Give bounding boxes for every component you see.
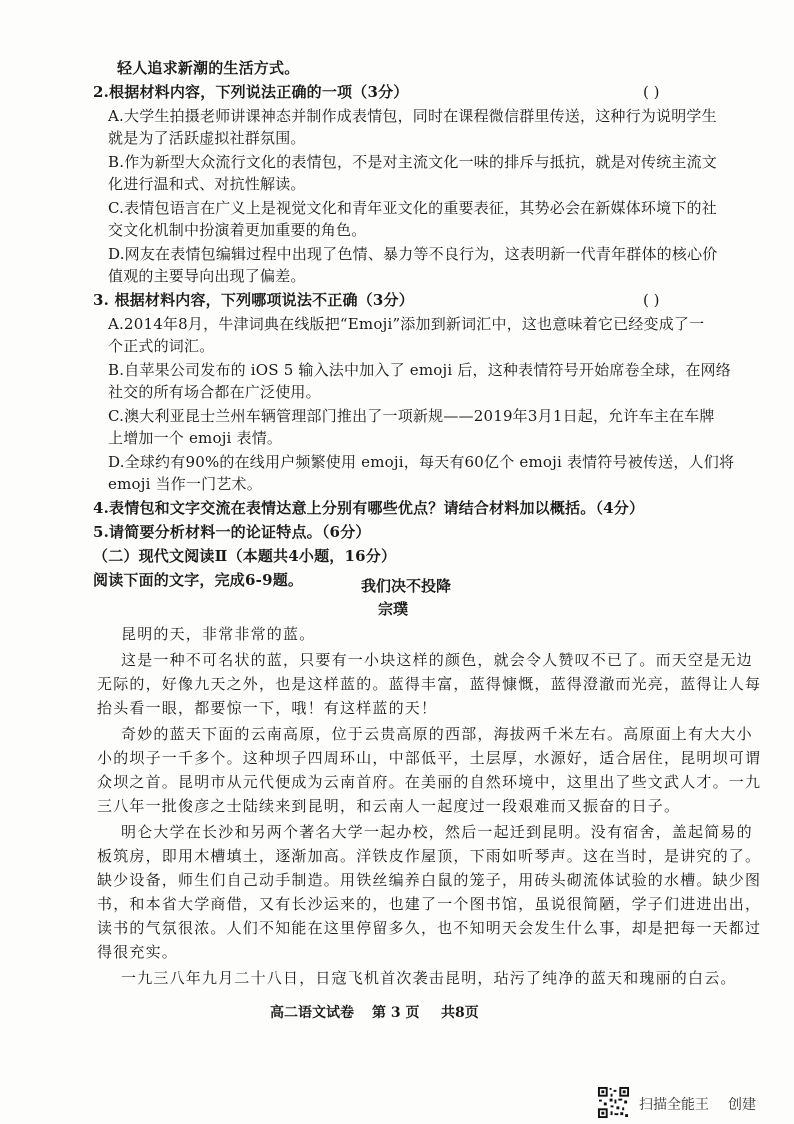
text-line: 就是为了活跃虚拟社群氛围。	[108, 129, 306, 147]
essay-line: 读书的气氛很浓。人们不知能在这里停留多久，也不知明天会发生什么事，却是把每一天都过	[97, 919, 762, 937]
text-line: 交文化机制中扮演着更加重要的角色。	[108, 221, 367, 239]
text-line: A.大学生拍摄老师讲课神态并制作成表情包，同时在课程微信群里传送，这种行为说明学生	[108, 107, 717, 125]
text-line: 4.表情包和文字交流在表情达意上分别有哪些优点？请结合材料加以概括。（4分）	[93, 499, 645, 517]
text-line: 化进行温和式、对抗性解读。	[108, 175, 306, 193]
answer-bracket: ( )	[643, 83, 660, 101]
text-line: （二）现代文阅读Ⅱ（本题共4小题，16分）	[93, 547, 397, 565]
essay-line: 抬头看一眼，都要惊一下，哦！有这样蓝的天！	[97, 699, 438, 717]
text-line: C.澳大利亚昆士兰州车辆管理部门推出了一项新规——2019年3月1日起，允许车主在车牌	[108, 407, 715, 425]
answer-bracket: ( )	[643, 291, 660, 309]
essay-author: 宗璞	[378, 600, 409, 618]
text-line: 轻人追求新潮的生活方式。	[117, 59, 300, 77]
essay-line: 明仑大学在长沙和另两个著名大学一起办校，然后一起迁到昆明。没有宿舍，盖起简易的	[121, 823, 753, 841]
essay-line: 三八年一批俊彦之士陆续来到昆明，和云南人一起度过一段艰难而又振奋的日子。	[97, 797, 681, 815]
essay-line: 无际的，好像九天之外，也是这样蓝的。蓝得丰富，蓝得慷慨，蓝得澄澈而光亮，蓝得让人每	[97, 675, 762, 693]
text-line: 3. 根据材料内容，下列哪项说法不正确（3分）	[93, 291, 414, 309]
essay-line: 一九三八年九月二十八日，日寇飞机首次袭击昆明，玷污了纯净的蓝天和瑰丽的白云。	[121, 969, 737, 987]
essay-line: 书，和本省大学商借，又有长沙运来的，也建了一个图书馆，虽说很简陋，学子们进进出出，	[97, 895, 762, 913]
text-line: 上增加一个 emoji 表情。	[108, 429, 283, 447]
text-line: 社交的所有场合都在广泛使用。	[108, 383, 321, 401]
text-line: 个正式的词汇。	[108, 337, 215, 355]
essay-line: 这是一种不可名状的蓝，只要有一小块这样的颜色，就会令人赞叹不已了。而天空是无边	[121, 651, 753, 669]
footer-page: 第 3 页	[372, 1005, 420, 1021]
text-line: 2.根据材料内容，下列说法正确的一项（3分）	[93, 83, 409, 101]
text-line: 值观的主要导向出现了偏差。	[108, 267, 306, 285]
text-line: A.2014年8月，牛津词典在线版把“Emoji”添加到新词汇中，这也意味着它已经变成了一	[108, 315, 705, 333]
essay-line: 板筑房，即用木槽填土，逐渐加高。洋铁皮作屋顶，下雨如听琴声。这在当时，是讲究的了。	[97, 847, 762, 865]
essay-line: 缺少设备，师生们自己动手制造。用铁丝编养白鼠的笼子，用砖头砌流体试验的水槽。缺少图	[97, 871, 762, 889]
footer-subject: 高二语文试卷	[270, 1005, 354, 1021]
essay-title: 我们决不投降	[361, 577, 452, 595]
essay-line: 奇妙的蓝天下面的云南高原，位于云贵高原的西部，海拔两千米左右。高原面上有大大小	[121, 725, 753, 743]
text-line: B.自苹果公司发布的 iOS 5 输入法中加入了 emoji 后，这种表情符号开始席卷全球，在网络	[108, 361, 731, 379]
text-line: emoji 当作一门艺术。	[108, 475, 262, 493]
qr-code-icon	[597, 1086, 630, 1119]
text-line: D.网友在表情包编辑过程中出现了色情、暴力等不良行为，这表明新一代青年群体的核心价	[108, 245, 718, 263]
watermark-action: 创建	[728, 1097, 756, 1113]
text-line: B.作为新型大众流行文化的表情包，不是对主流文化一味的排斥与抵抗，就是对传统主流文	[108, 153, 717, 171]
text-line: 5.请简要分析材料一的论证特点。（6分）	[93, 523, 371, 541]
text-line: C.表情包语言在广义上是视觉文化和青年亚文化的重要表征，其势必会在新媒体环境下的社	[108, 199, 717, 217]
footer-total: 共8页	[441, 1005, 479, 1021]
essay-line: 昆明的天，非常非常的蓝。	[121, 625, 316, 643]
essay-line: 得很充实。	[97, 943, 179, 961]
essay-line: 小的坝子一千多个。这种坝子四周环山，中部低平，土层厚，水源好，适合居住，昆明坝可谓	[97, 749, 762, 767]
text-line: 阅读下面的文字，完成6-9题。	[93, 571, 304, 589]
essay-line: 众坝之首。昆明市从元代便成为云南首府。在美丽的自然环境中，这里出了些文武人才。一九	[97, 773, 762, 791]
text-line: D.全球约有90%的在线用户频繁使用 emoji，每天有60亿个 emoji 表情符号被传送，人们将	[108, 453, 735, 471]
watermark-app-name: 扫描全能王	[639, 1097, 709, 1113]
